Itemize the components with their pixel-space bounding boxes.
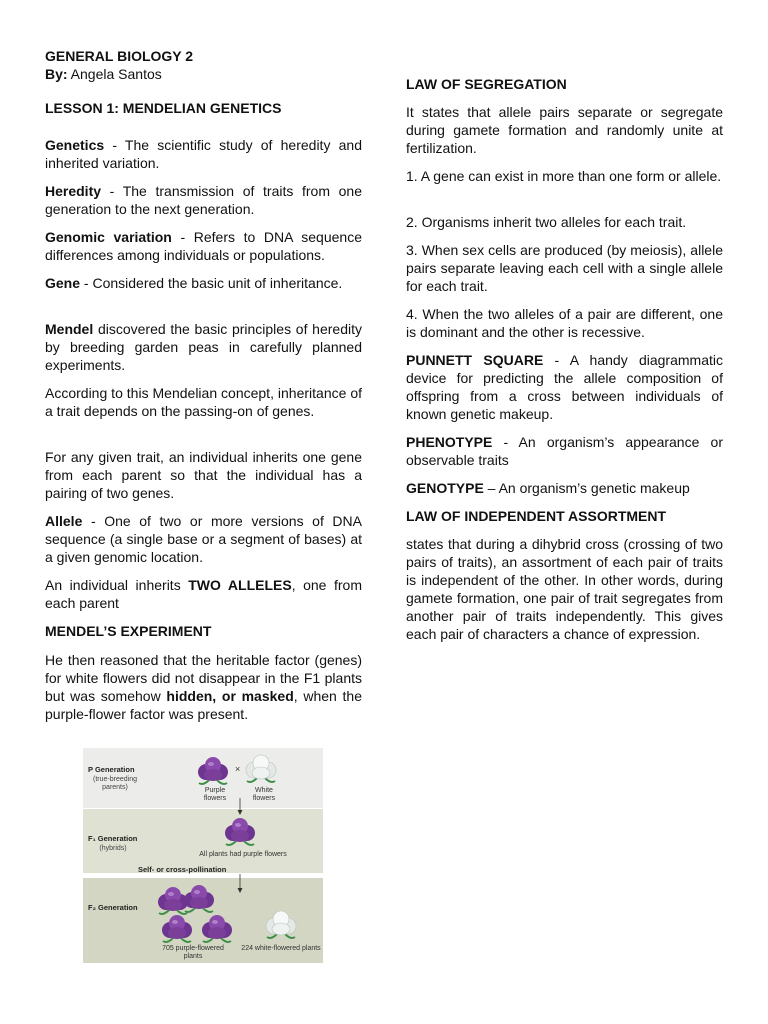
f1-generation-label: F₁ Generation <box>88 834 138 843</box>
f2-purple-flower-icon-4 <box>202 915 232 942</box>
genomic-def-text: - Refers to DNA sequence differences among individuals or populations. <box>45 229 362 263</box>
p-generation-label: P Generation <box>88 765 135 774</box>
by-label: By: <box>45 66 68 82</box>
experiment-heading: MENDEL’S EXPERIMENT <box>45 623 212 639</box>
purple-flowers-label: Purple flowers <box>203 787 227 802</box>
f2-generation-label: F₂ Generation <box>88 903 138 912</box>
segregation-point-1: 1. A gene can exist in more than one form or allele. <box>406 168 722 184</box>
f2-purple-flower-icon-2 <box>184 885 214 912</box>
segregation-point-4: 4. When the two alleles of a pair are different, one is dominant and the other is recessive. <box>406 306 723 340</box>
given-trait-paragraph: For any given trait, an individual inherits one gene from each parent so that the individual has a pairing of two genes. <box>45 449 362 501</box>
gene-def-text: - Considered the basic unit of inheritance. <box>80 275 343 291</box>
segregation-point-2: 2. Organisms inherit two alleles for each trait. <box>406 214 687 230</box>
mendelian-concept-paragraph: According to this Mendelian concept, inheritance of a trait depends on the passing-on of genes. <box>45 385 362 419</box>
hidden-masked-bold: hidden, or masked <box>166 688 294 704</box>
genetics-definition <box>45 136 362 172</box>
f2-purple-count: 705 purple-flowered plants <box>162 945 224 960</box>
reasoned-paragraph <box>45 651 362 723</box>
cross-symbol: × <box>235 764 241 774</box>
gene-definition <box>45 274 362 292</box>
two-alleles-bold: TWO ALLELES <box>188 577 292 593</box>
p-purple-flower-icon <box>198 757 228 784</box>
genetics-term: Genetics <box>45 137 105 153</box>
f2-white-count: 224 white-flowered plants <box>241 945 321 952</box>
phenotype-definition <box>406 433 723 469</box>
f1-purple-flower-icon <box>225 818 255 845</box>
mendel-paragraph <box>45 320 362 374</box>
genotype-term: GENOTYPE <box>406 480 484 496</box>
phenotype-def-text: - An organism’s appearance or observable traits <box>406 434 723 468</box>
inherits-post: , one from each parent <box>45 577 363 611</box>
segregation-heading: LAW OF SEGREGATION <box>406 76 567 92</box>
allele-term: Allele <box>45 513 83 529</box>
inherits-pre: An individual inherits <box>45 577 189 593</box>
mendel-def-text: discovered the basic principles of heredity by breeding garden peas in carefully planned experiments. <box>45 321 362 373</box>
reasoned-post: , when the purple-flower factor was present. <box>45 688 362 722</box>
two-alleles-paragraph <box>45 576 362 612</box>
mendel-term: Mendel <box>45 321 94 337</box>
f1-generation-sub: (hybrids) <box>99 845 127 852</box>
genetics-def-text: - The scientific study of heredity and inherited variation. <box>45 137 362 171</box>
heredity-def-text: - The transmission of traits from one generation to the next generation. <box>45 183 362 217</box>
author-line <box>45 65 362 83</box>
p-white-flower-icon <box>246 755 276 782</box>
allele-def-text: - One of two or more versions of DNA sequence (a single base or a segment of bases) at a given genomic location. <box>45 513 362 565</box>
gene-term: Gene <box>45 275 81 291</box>
white-flowers-label: White flowers <box>252 787 276 802</box>
p-generation-sub: (true-breeding parents) <box>93 776 137 791</box>
punnett-square-definition <box>406 351 723 423</box>
f2-white-flower-icon <box>266 911 296 938</box>
f2-purple-flower-icon-3 <box>162 915 192 942</box>
genomic-variation-definition <box>45 228 362 264</box>
f1-caption: All plants had purple flowers <box>199 851 287 858</box>
independent-assortment-heading: LAW OF INDEPENDENT ASSORTMENT <box>406 508 667 524</box>
mendel-experiment-figure <box>83 748 323 963</box>
heredity-term: Heredity <box>45 183 102 199</box>
lesson-title: LESSON 1: MENDELIAN GENETICS <box>45 100 282 116</box>
reasoned-pre: He then reasoned that the heritable factor (genes) for white flowers did not disappear in the F1 plants but was somehow <box>45 652 362 704</box>
f2-purple-flower-icon-1 <box>158 887 188 914</box>
genomic-term: Genomic variation <box>45 229 172 245</box>
punnett-term: PUNNETT SQUARE <box>406 352 544 368</box>
pollination-label: Self- or cross-pollination <box>138 865 227 874</box>
genotype-definition <box>406 479 723 497</box>
segregation-point-3: 3. When sex cells are produced (by meiosis), allele pairs separate leaving each cell with a single allele for each trait. <box>406 242 723 294</box>
phenotype-term: PHENOTYPE <box>406 434 493 450</box>
course-title: GENERAL BIOLOGY 2 <box>45 48 194 64</box>
heredity-definition <box>45 182 362 218</box>
allele-definition <box>45 512 362 566</box>
independent-assortment-text: states that during a dihybrid cross (crossing of two pairs of traits), an assortment of each pair of traits is independent of the other. In other words, during gamete formation, one pair of trait segregates from another pair of traits independently. This gives each pair of characters a chance of expression. <box>406 536 723 642</box>
author-name: Angela Santos <box>67 66 162 82</box>
genotype-def-text: – An organism’s genetic makeup <box>483 480 690 496</box>
punnett-def-text: - A handy diagrammatic device for predicting the allele composition of offspring from a cross between individuals of known genetic makeup. <box>406 352 723 422</box>
segregation-intro: It states that allele pairs separate or segregate during gamete formation and randomly unite at fertilization. <box>406 104 723 156</box>
